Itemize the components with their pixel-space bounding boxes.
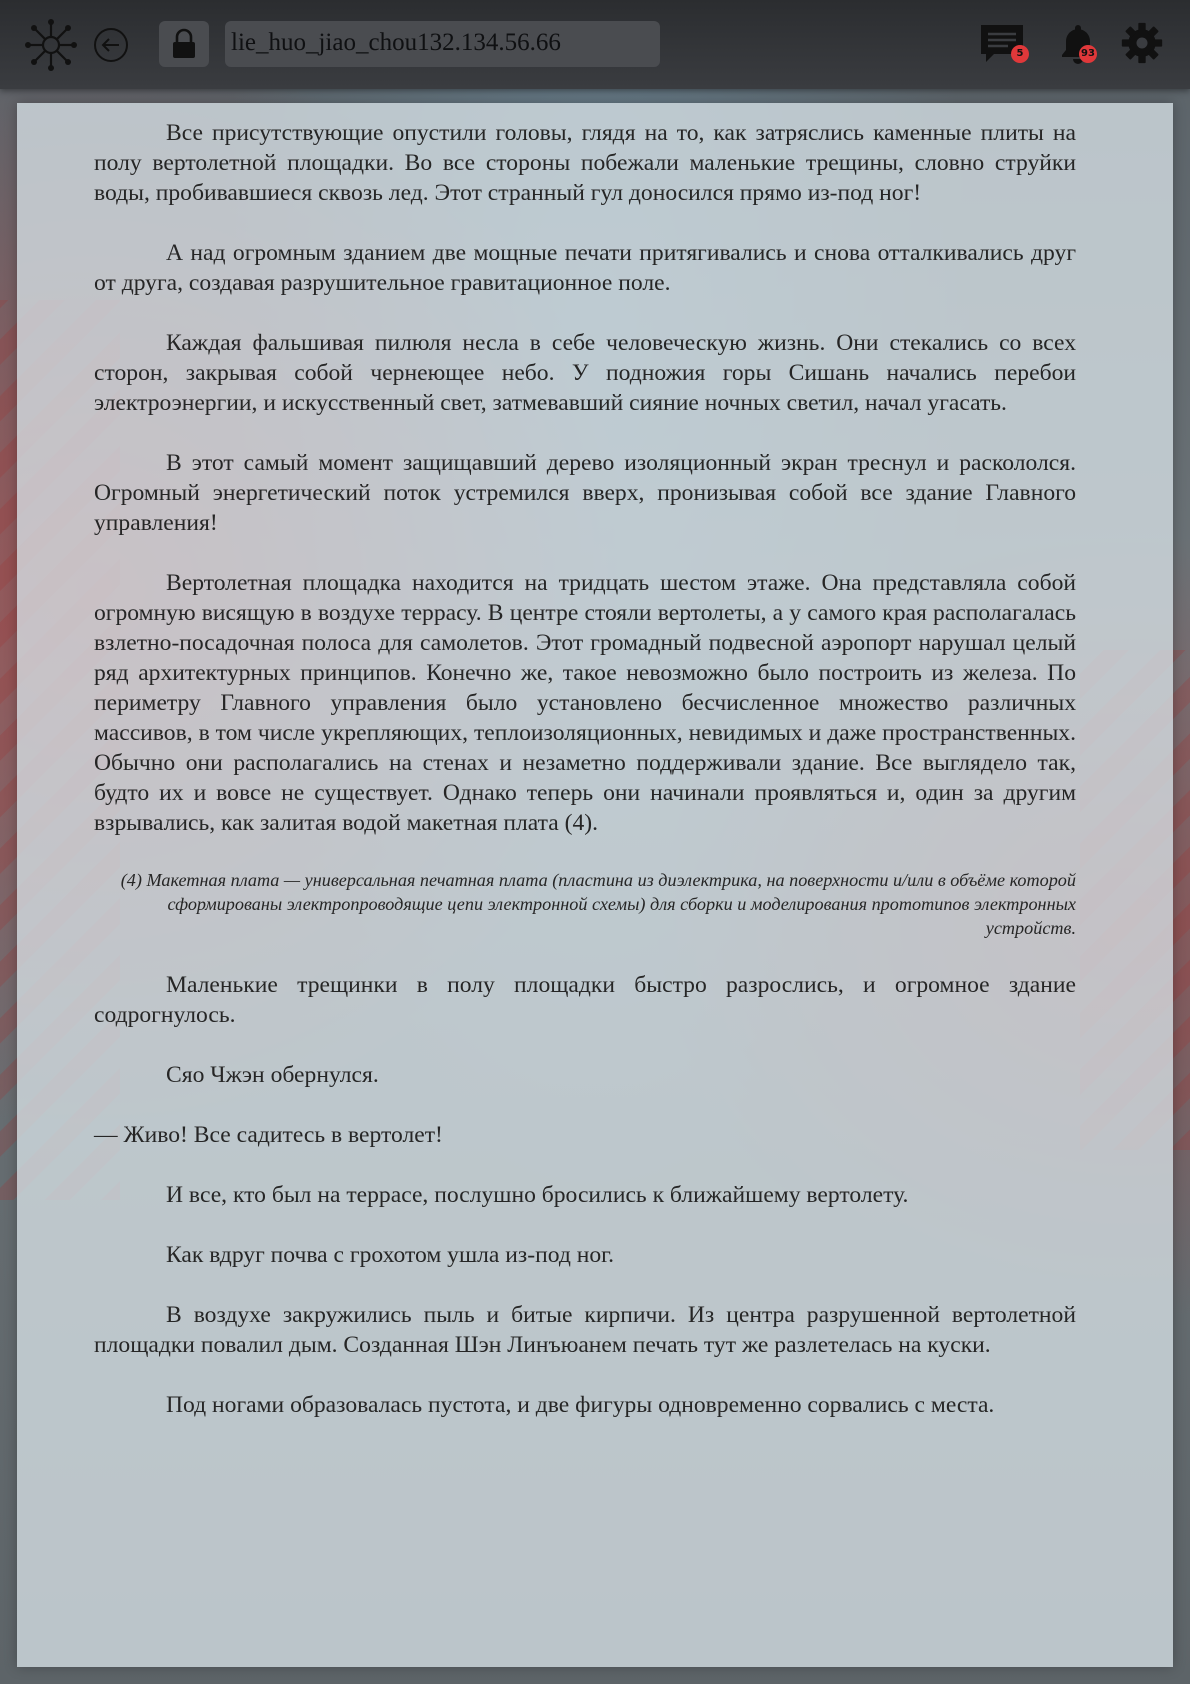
paragraph: В этот самый момент защищавший дерево изоляционный экран треснул и раскололся. Огромный энергетический поток устремился вверх, пронизывая собой все здание Главного управления! — [94, 450, 1076, 536]
paragraph: И все, кто был на террасе, послушно бросились к ближайшему вертолету. — [166, 1182, 909, 1208]
messages-badge: 5 — [1011, 45, 1029, 63]
paragraph: Под ногами образовалась пустота, и две фигуры одновременно сорвались с места. — [166, 1392, 995, 1418]
address-input[interactable]: lie_huo_jiao_chou132.134.56.66 — [225, 21, 660, 67]
top-toolbar — [0, 0, 1190, 89]
dialogue-line: — Живо! Все садитесь в вертолет! — [94, 1122, 443, 1148]
paragraph: Маленькие трещинки в полу площадки быстро разрослись, и огромное здание содрогнулось. — [94, 972, 1076, 1028]
paragraph: Каждая фальшивая пилюля несла в себе человеческую жизнь. Они стекались со всех сторон, закрывая собой чернеющее небо. У подножия горы Сишань начались перебои электроэнергии, и искусственный свет, затмевавший сияние ночных светил, начал угасать. — [94, 330, 1076, 416]
paragraph: Вертолетная площадка находится на тридцать шестом этаже. Она представляла собой огромную висящую в воздухе террасу. В центре стояли вертолеты, а у самого края располагалась взлетно-посадочная полоса для самолетов. Этот громадный подвесной аэропорт нарушал целый ряд архитектурных принципов. Конечно же, такое невозможно было построить из железа. По периметру Главного управления было установлено бесчисленное множество различных массивов, в том числе укрепляющих, теплоизоляционных, невидимых и даже пространственных. Обычно они располагались на стенах и незаметно поддерживали здание. Все выглядело так, будто их и вовсе не существует. Однако теперь они начинали проявляться и, один за другим взрывались, как залитая водой макетная плата (4). — [94, 570, 1076, 836]
chapter-text — [94, 118, 1076, 1450]
lock-icon — [169, 28, 199, 60]
paragraph: А над огромным зданием две мощные печати притягивались и снова отталкивались друг от друга, создавая разрушительное гравитационное поле. — [94, 240, 1076, 296]
lock-button[interactable] — [159, 21, 209, 67]
arrow-left-circle-icon[interactable] — [93, 27, 129, 63]
gear-icon[interactable] — [1118, 21, 1166, 65]
network-star-icon[interactable] — [24, 18, 78, 72]
footnote: (4) Макетная плата — универсальная печатная плата (пластина из диэлектрика, на поверхности и/или в объёме которой сформированы электропроводящие цепи электронной схемы) для сборки и моделирования прототипов электронных устройств. — [120, 870, 1076, 938]
paragraph: Все присутствующие опустили головы, глядя на то, как затряслись каменные плиты на полу вертолетной площадки. Во все стороны побежали маленькие трещины, словно струйки воды, пробивавшиеся сквозь лед. Этот странный гул доносился прямо из-под ног! — [94, 120, 1076, 206]
notifications-badge: 93 — [1079, 45, 1097, 63]
paragraph: Сяо Чжэн обернулся. — [166, 1062, 379, 1088]
paragraph: Как вдруг почва с грохотом ушла из-под ног. — [166, 1242, 615, 1268]
paragraph: В воздухе закружились пыль и битые кирпичи. Из центра разрушенной вертолетной площадки повалил дым. Созданная Шэн Линъюанем печать тут же разлетелась на куски. — [94, 1302, 1076, 1358]
